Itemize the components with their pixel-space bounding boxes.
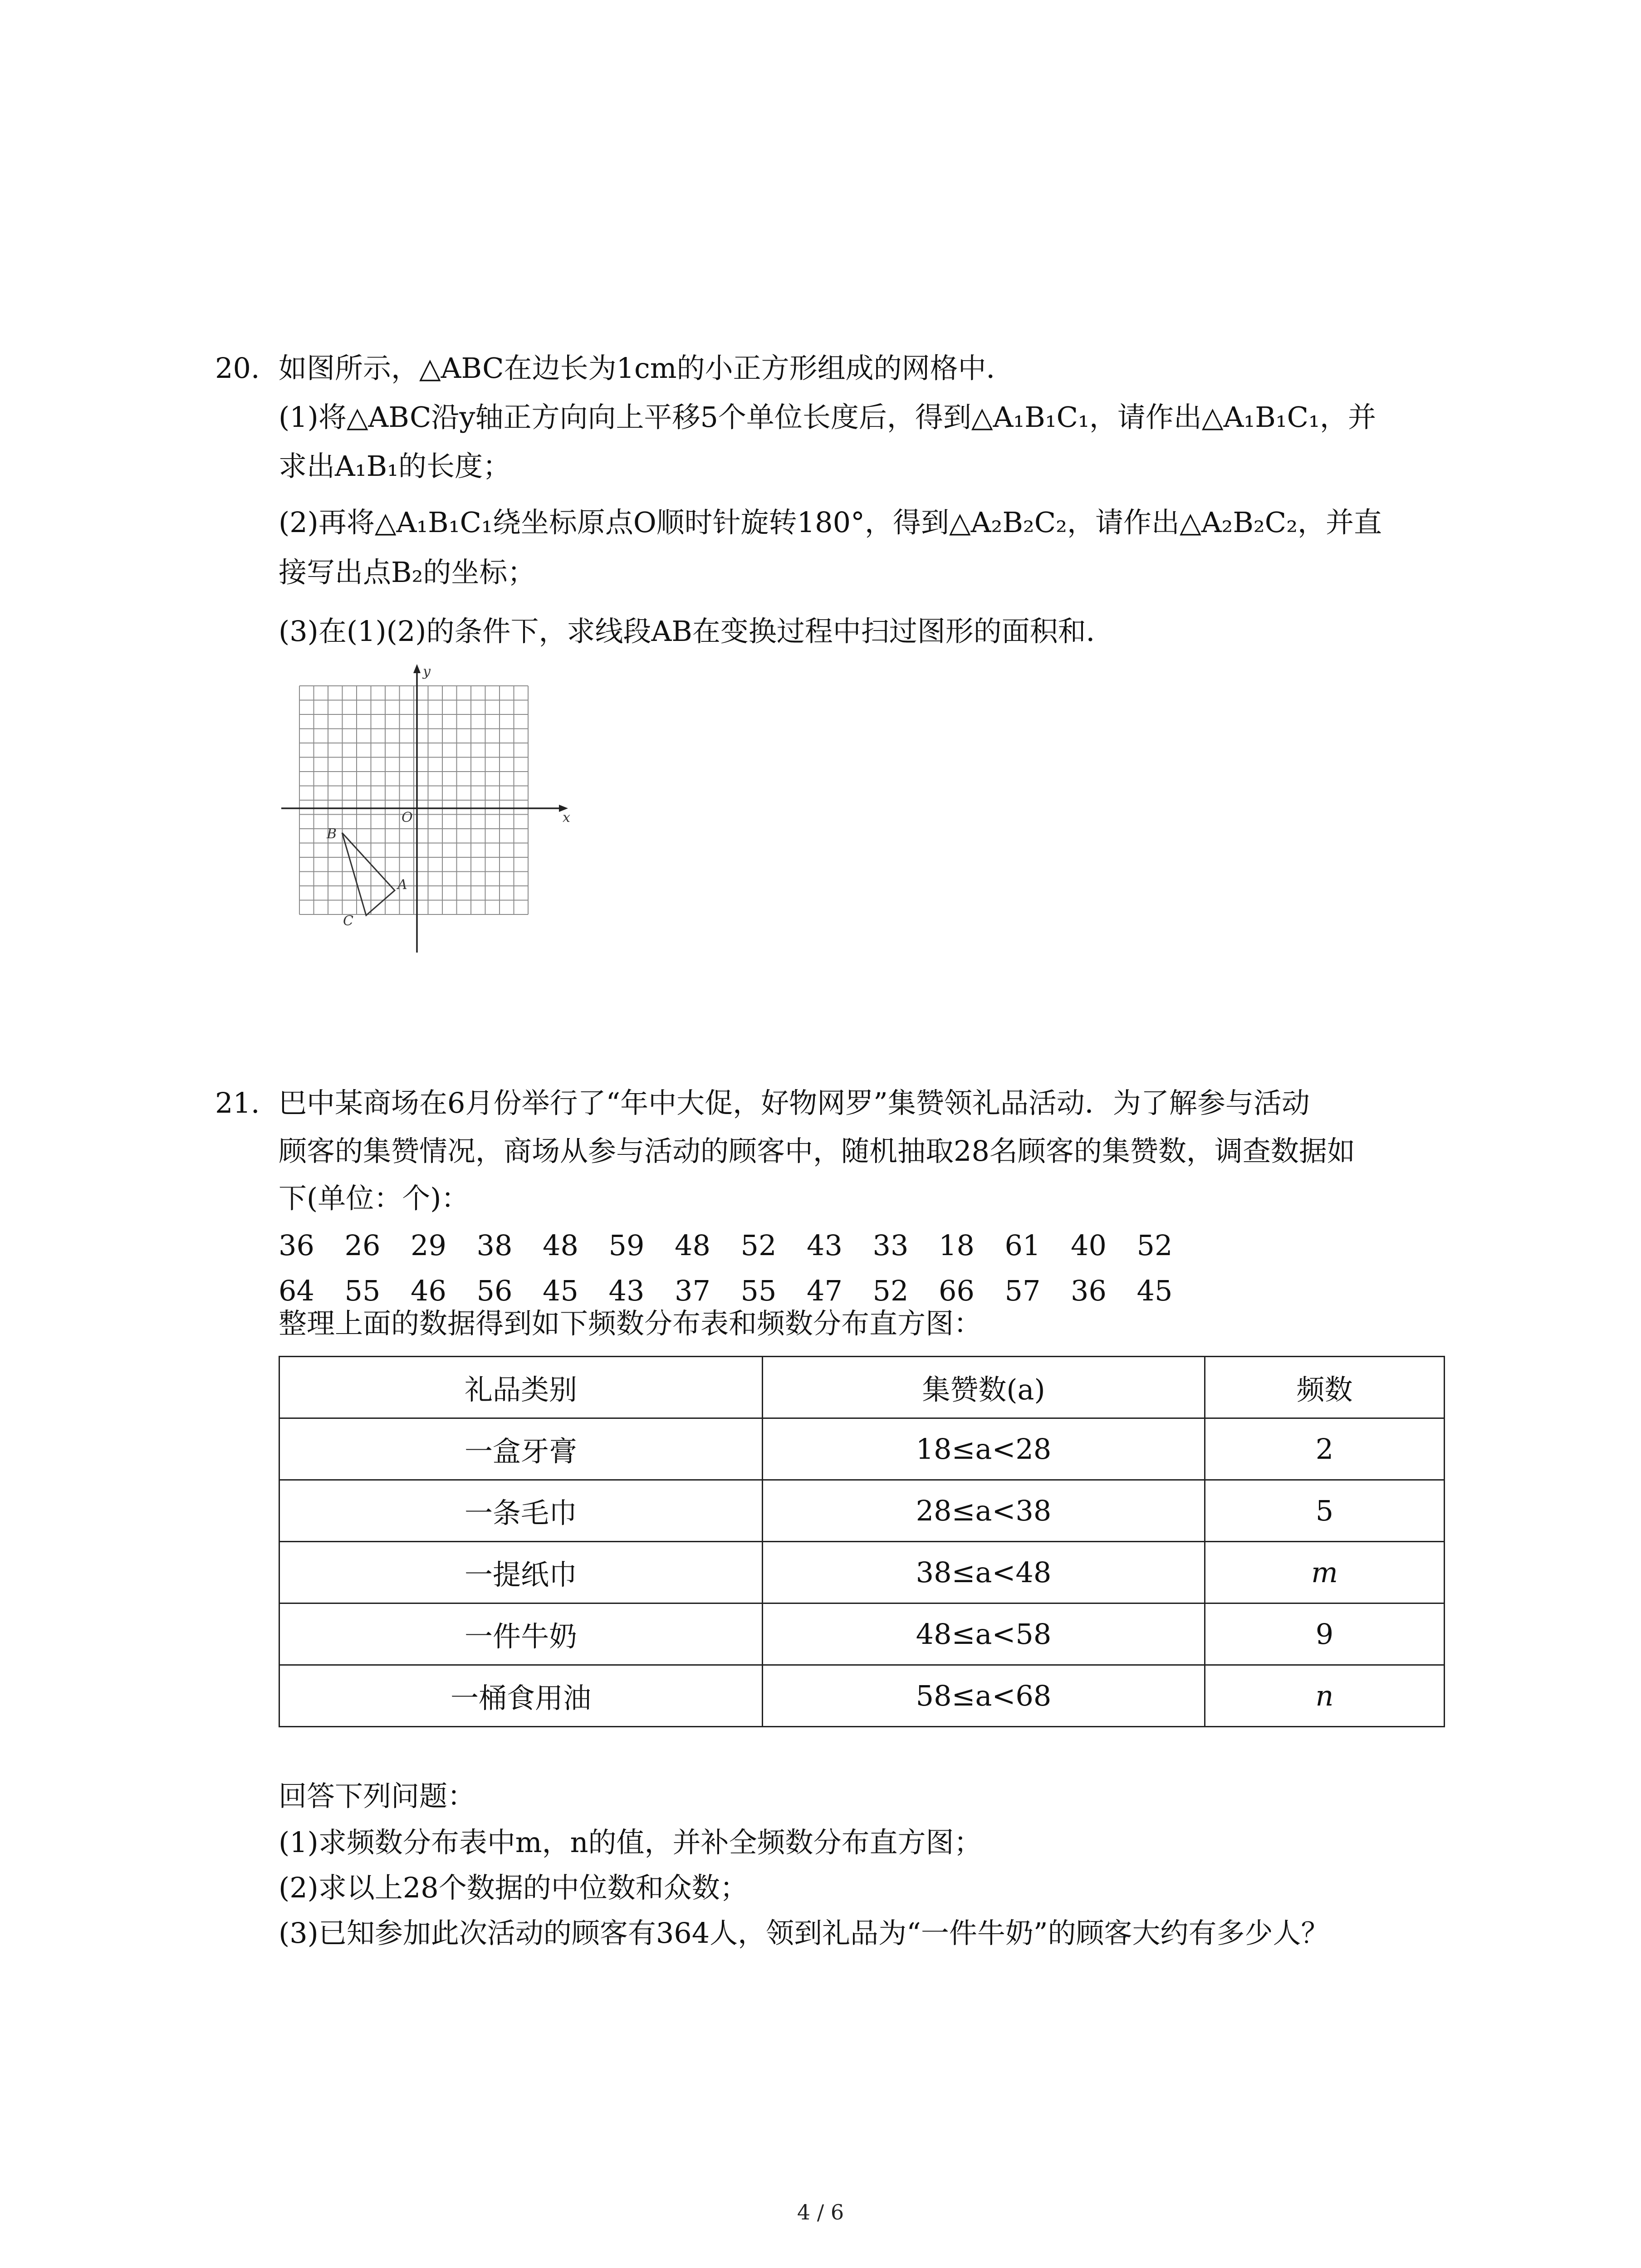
- gift-cell: 一条毛巾: [279, 1480, 763, 1542]
- origin-label: O: [402, 810, 413, 826]
- question-20-part1-line2: 求出A₁B₁的长度；: [279, 450, 511, 483]
- question-20-part2-line1: (2)再将△A₁B₁C₁绕坐标原点O顺时针旋转180°，得到△A₂B₂C₂，请作出△A₂B₂C₂，并直: [279, 506, 1382, 539]
- data-value: 52: [740, 1229, 777, 1262]
- data-value: 66: [939, 1274, 975, 1307]
- data-value: 29: [411, 1229, 446, 1262]
- data-value: 64: [279, 1274, 314, 1307]
- y-axis-arrow-icon: [413, 664, 421, 673]
- data-value: 36: [1071, 1274, 1107, 1307]
- header-gift-category: 礼品类别: [279, 1357, 763, 1418]
- table-row: [279, 1480, 1445, 1542]
- range-cell: 48≤a<58: [763, 1603, 1205, 1665]
- data-value: 52: [872, 1274, 909, 1307]
- sub-question-3: (3)已知参加此次活动的顾客有364人，领到礼品为“一件牛奶”的顾客大约有多少人？: [279, 1916, 1329, 1950]
- point-c-label: C: [343, 913, 353, 929]
- question-20-part3: (3)在(1)(2)的条件下，求线段AB在变换过程中扫过图形的面积和．: [279, 615, 1114, 648]
- range-cell: 18≤a<28: [763, 1418, 1205, 1480]
- data-value: 40: [1071, 1229, 1107, 1262]
- sub-question-2: (2)求以上28个数据的中位数和众数；: [279, 1871, 748, 1904]
- gift-cell: 一桶食用油: [279, 1665, 763, 1727]
- coordinate-grid-figure: [281, 662, 581, 962]
- question-21-stem-line3: 下(单位：个)：: [279, 1182, 470, 1215]
- data-value: 47: [807, 1274, 843, 1307]
- frequency-cell: 2: [1205, 1418, 1445, 1480]
- axes: [281, 664, 568, 953]
- gift-cell: 一提纸巾: [279, 1542, 763, 1603]
- frequency-table: [279, 1356, 1445, 1727]
- point-a-label: A: [397, 877, 407, 893]
- x-axis-label: x: [563, 810, 570, 826]
- question-20-part2-line2: 接写出点B₂的坐标；: [279, 556, 536, 589]
- gift-cell: 一件牛奶: [279, 1603, 763, 1665]
- data-value: 38: [476, 1229, 513, 1262]
- data-value: 52: [1136, 1229, 1173, 1262]
- data-value: 18: [939, 1229, 975, 1262]
- data-value: 46: [411, 1274, 446, 1307]
- point-b-label: B: [327, 826, 337, 842]
- table-row: [279, 1542, 1445, 1603]
- triangle-abc: [342, 833, 395, 915]
- data-value: 55: [740, 1274, 777, 1307]
- y-axis-label: y: [423, 664, 431, 679]
- range-cell: 28≤a<38: [763, 1480, 1205, 1542]
- range-cell: 38≤a<48: [763, 1542, 1205, 1603]
- question-20-part1-line1: (1)将△ABC沿y轴正方向向上平移5个单位长度后，得到△A₁B₁C₁，请作出△A₁B₁C₁，并: [279, 401, 1376, 434]
- table-header-row: [279, 1357, 1445, 1418]
- table-row: [279, 1603, 1445, 1665]
- table-row: [279, 1665, 1445, 1727]
- data-value: 33: [872, 1229, 909, 1262]
- frequency-cell: 5: [1205, 1480, 1445, 1542]
- question-21-number: 21.: [215, 1086, 260, 1119]
- question-20-stem: 如图所示，△ABC在边长为1cm的小正方形组成的网格中．: [279, 352, 1014, 385]
- question-21-stem-line2: 顾客的集赞情况，商场从参与活动的顾客中，随机抽取28名顾客的集赞数，调查数据如: [279, 1134, 1355, 1168]
- data-value: 56: [476, 1274, 513, 1307]
- data-value: 45: [1136, 1274, 1173, 1307]
- data-value: 57: [1004, 1274, 1041, 1307]
- grid-lines: [299, 686, 528, 914]
- sub-question-1: (1)求频数分布表中m，n的值，并补全频数分布直方图；: [279, 1826, 982, 1859]
- question-21-stem-line1: 巴中某商场在6月份举行了“年中大促，好物网罗”集赞领礼品活动．为了解参与活动: [279, 1086, 1310, 1119]
- frequency-cell: m: [1205, 1542, 1445, 1603]
- data-value: 48: [543, 1229, 578, 1262]
- data-value: 36: [279, 1229, 314, 1262]
- data-value: 43: [608, 1274, 645, 1307]
- data-value: 55: [344, 1274, 381, 1307]
- header-frequency: 频数: [1205, 1357, 1445, 1418]
- table-row: [279, 1418, 1445, 1480]
- gift-cell: 一盒牙膏: [279, 1418, 763, 1480]
- header-like-count: 集赞数(a): [763, 1357, 1205, 1418]
- data-value: 61: [1004, 1229, 1041, 1262]
- answer-intro: 回答下列问题：: [279, 1779, 476, 1813]
- data-value: 45: [543, 1274, 578, 1307]
- data-value: 48: [675, 1229, 710, 1262]
- data-value: 37: [675, 1274, 710, 1307]
- page-number: 4 / 6: [797, 2200, 844, 2224]
- frequency-cell: n: [1205, 1665, 1445, 1727]
- frequency-cell: 9: [1205, 1603, 1445, 1665]
- data-value: 59: [608, 1229, 645, 1262]
- data-value: 26: [344, 1229, 381, 1262]
- table-intro: 整理上面的数据得到如下频数分布表和频数分布直方图：: [279, 1307, 982, 1340]
- data-value: 43: [807, 1229, 843, 1262]
- question-20-number: 20.: [215, 352, 260, 385]
- range-cell: 58≤a<68: [763, 1665, 1205, 1727]
